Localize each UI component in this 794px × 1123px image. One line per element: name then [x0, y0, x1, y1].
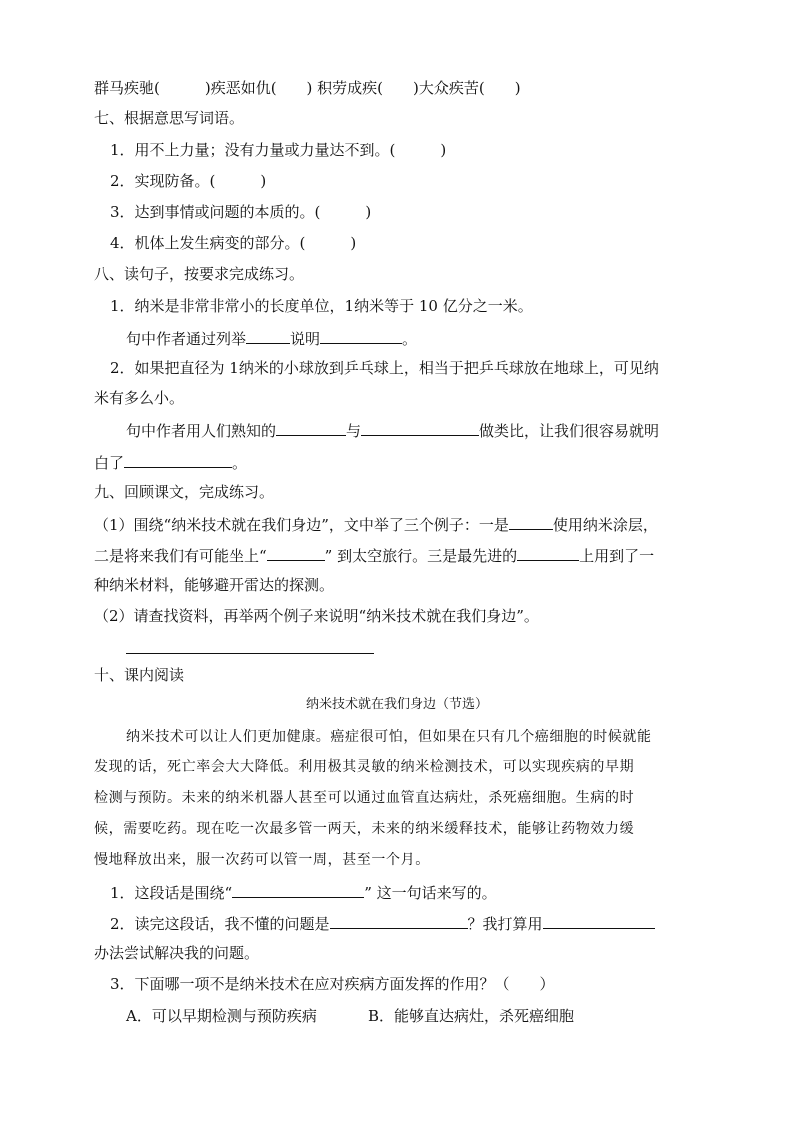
s9-p1-text-a: （1）围绕“纳米技术就在我们身边”，文中举了三个例子：一是	[94, 516, 509, 534]
s8-q1: 1．纳米是非常非常小的长度单位，1纳米等于 10 亿分之一米。	[110, 297, 533, 315]
s9-p1-text-d: ” 到太空旅行。三是最先进的	[324, 547, 518, 565]
reading-line-1: 纳米技术可以让人们更加健康。癌症很可怕，但如果在只有几个癌细胞的时候就能	[126, 729, 652, 745]
s7-item-2: 2．实现防备。( )	[110, 172, 267, 190]
s8-q1-text-b: 说明	[290, 330, 321, 348]
blank[interactable]	[267, 543, 325, 561]
section-9-heading: 九、回顾课文，完成练习。	[94, 483, 275, 501]
blank[interactable]	[246, 326, 290, 344]
s8-q1-answer-line	[126, 326, 417, 350]
s8-q1-text-c: 。	[402, 330, 418, 348]
s8-q2-text-d: 白了	[94, 454, 125, 472]
blank[interactable]	[232, 880, 364, 898]
reading-line-3: 检测与预防。未来的纳米机器人甚至可以通过血管直达病灶，杀死癌细胞。生病的时	[94, 790, 635, 806]
s8-q2-text-a: 句中作者用人们熟知的	[126, 422, 277, 440]
reading-line-5: 慢地释放出来，服一次药可以管一周，甚至一个月。	[94, 852, 430, 868]
s8-q2-answer-line	[126, 418, 659, 442]
s8-q2-text-c: 做类比，让我们很容易就明	[479, 422, 660, 440]
s10-q1	[110, 880, 497, 904]
s10-q3-option-b[interactable]: B．能够直达病灶，杀死癌细胞	[368, 1007, 575, 1025]
blank[interactable]	[320, 326, 402, 344]
blank[interactable]	[330, 911, 468, 929]
s8-q2-line-2: 米有多么小。	[94, 389, 185, 407]
s10-q3-option-a[interactable]: A．可以早期检测与预防疾病	[126, 1007, 317, 1025]
s9-p1-line-3: 种纳米材料，能够避开雷达的探测。	[94, 576, 335, 594]
s8-q2-line-1: 2．如果把直径为 1纳米的小球放到乒乓球上，相当于把乒乓球放在地球上，可见纳	[110, 359, 659, 377]
blank[interactable]	[124, 450, 232, 468]
s7-item-3: 3．达到事情或问题的本质的。( )	[110, 203, 372, 221]
s9-p1-text-e: 上用到了一	[579, 547, 655, 565]
section-8-heading: 八、读句子，按要求完成练习。	[94, 265, 305, 283]
blank[interactable]	[543, 911, 655, 929]
s10-q1-text-b: ” 这一句话来写的。	[364, 884, 497, 902]
s9-p1-text-b: 使用纳米涂层，	[552, 516, 658, 534]
s10-q2-line-2: 办法尝试解决我的问题。	[94, 944, 260, 962]
reading-line-2: 发现的话，死亡率会大大降低。利用极其灵敏的纳米检测技术，可以实现疾病的早期	[94, 759, 635, 775]
s9-p1-line-2	[94, 543, 654, 567]
section-7-heading: 七、根据意思写词语。	[94, 109, 245, 127]
s7-item-1: 1．用不上力量；没有力量或力量达不到。( )	[110, 141, 447, 159]
blank[interactable]	[517, 543, 579, 561]
s8-q1-text-a: 句中作者通过列举	[126, 330, 247, 348]
s9-answer-rule[interactable]	[126, 653, 374, 654]
s8-q2-text-e: 。	[232, 454, 248, 472]
s10-q2-text-b: ？我打算用	[467, 915, 543, 933]
idiom-fill-line: 群马疾驰( )疾恶如仇( ) 积劳成疾( )大众疾苦( )	[94, 79, 521, 97]
s10-q2-text-a: 2．读完这段话，我不懂的问题是	[110, 915, 330, 933]
reading-line-4: 候，需要吃药。现在吃一次最多管一两天，未来的纳米缓释技术，能够让药物效力缓	[94, 821, 635, 837]
s7-item-4: 4．机体上发生病变的部分。( )	[110, 234, 357, 252]
blank[interactable]	[276, 418, 346, 436]
s8-q2-answer-line-2	[94, 450, 247, 474]
section-10-heading: 十、课内阅读	[94, 666, 185, 684]
s8-q2-text-b: 与	[346, 422, 362, 440]
blank[interactable]	[361, 418, 479, 436]
s9-p1-line-1	[94, 512, 658, 536]
reading-title: 纳米技术就在我们身边（节选）	[305, 697, 488, 712]
blank[interactable]	[509, 512, 553, 530]
s9-p1-text-c: 二是将来我们有可能坐上“	[94, 547, 267, 565]
s10-q1-text-a: 1．这段话是围绕“	[110, 884, 233, 902]
s9-p2: （2）请查找资料，再举两个例子来说明“纳米技术就在我们身边”。	[94, 607, 539, 625]
s10-q3: 3．下面哪一项不是纳米技术在应对疾病方面发挥的作用？（ ）	[110, 975, 555, 993]
s10-q2	[110, 911, 655, 935]
